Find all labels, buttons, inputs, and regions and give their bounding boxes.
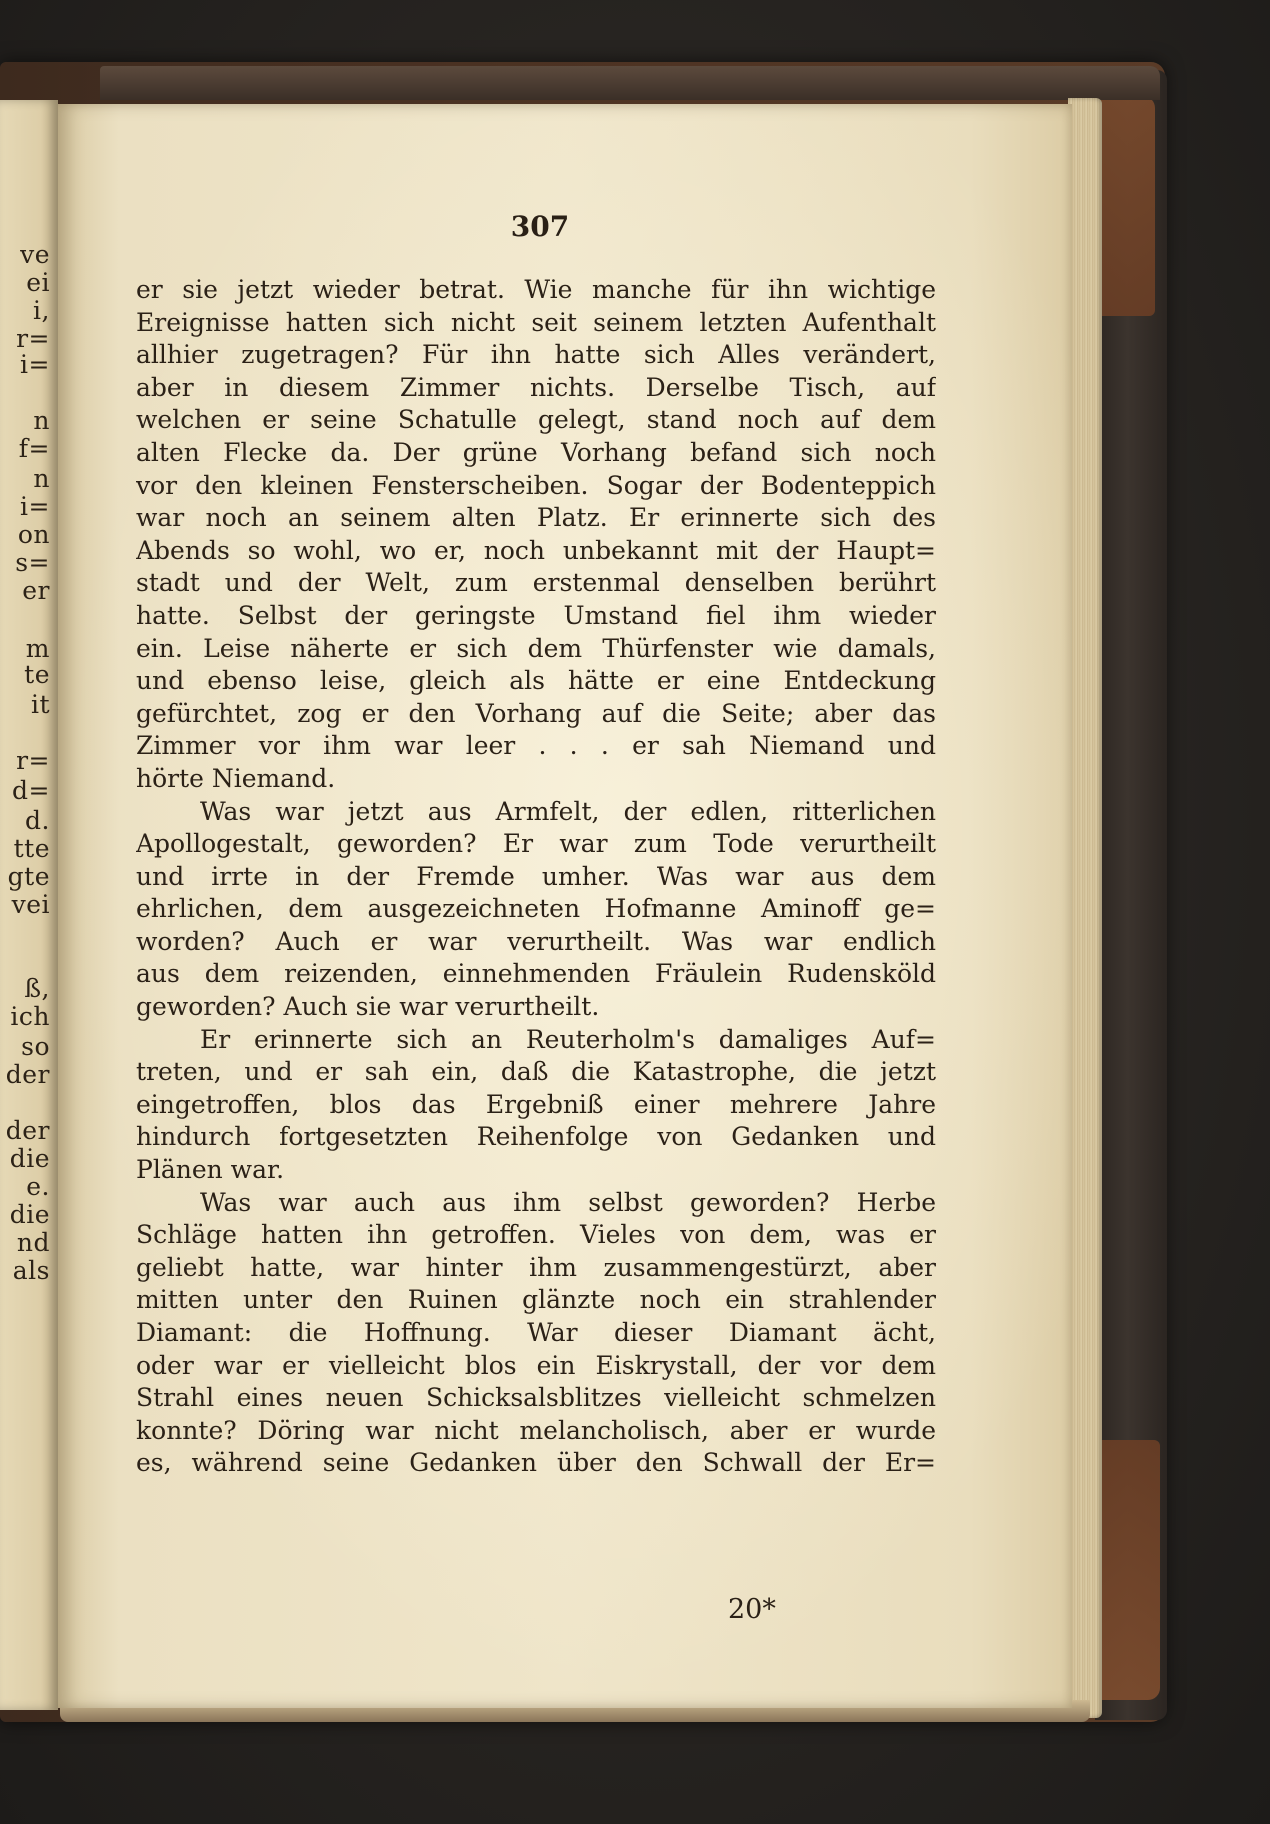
text-line: war noch an seinem alten Platz. Er erinnerte sich des [136,503,936,533]
text-line: alten Flecke da. Der grüne Vorhang befand sich noch [136,437,936,467]
left-page-fragment: i= [20,492,50,521]
left-page-fragment: ich [10,1002,50,1031]
left-page-fragment: m [25,634,50,663]
text-line: treten, und er sah ein, daß die Katastrophe, die jetzt [136,1057,936,1087]
text-line: Schläge hatten ihn getroffen. Vieles von dem, was er [136,1220,936,1250]
left-page-fragment: n [33,406,50,435]
left-page-fragment: er [22,576,50,605]
text-line: es, während seine Gedanken über den Schwall der Er= [136,1448,936,1478]
left-page-fragment: vei [11,890,50,919]
text-line: und irrte in der Fremde umher. Was war aus dem [136,861,936,891]
text-line: Diamant: die Hoffnung. War dieser Diamant ächt, [136,1318,936,1347]
left-page-fragment: n [33,464,50,493]
text-line: hatte. Selbst der geringste Umstand fiel ihm wieder [136,600,936,630]
text-line: Er erinnerte sich an Reuterholm's damaliges Auf= [200,1024,936,1054]
left-page-fragment: r= [16,324,50,353]
text-line: worden? Auch er war verurtheilt. Was war endlich [136,926,936,956]
text-line: vor den kleinen Fensterscheiben. Sogar der Bodenteppich [136,470,936,500]
left-page-fragment: die [9,1200,50,1229]
left-page-fragment: d= [12,776,50,805]
left-facing-page [0,100,58,1710]
text-line: Plänen war. [136,1155,285,1185]
text-line: Was war auch aus ihm selbst geworden? Herbe [200,1187,936,1217]
text-line: und ebenso leise, gleich als hätte er eine Entdeckung [136,666,936,696]
text-line: Was war jetzt aus Armfelt, der edlen, ritterlichen [200,796,936,826]
left-page-fragment: so [21,1032,50,1061]
text-line: mitten unter den Ruinen glänzte noch ein strahlender [136,1285,936,1315]
left-page-fragment: gte [7,862,50,891]
left-page-fragment: f= [18,434,50,463]
text-line: aus dem reizenden, einnehmenden Fräulein Rudensköld [136,959,936,989]
left-page-fragment: s= [15,548,50,577]
text-line: gefürchtet, zog er den Vorhang auf die Seite; aber das [136,698,936,728]
left-page-fragment: ve [20,240,50,269]
text-line: Ereignisse hatten sich nicht seit seinem letzten Aufenthalt [136,307,936,337]
text-line: welchen er seine Schatulle gelegt, stand noch auf dem [136,405,936,435]
signature-mark: 20* [728,1594,776,1625]
page-body-text [136,274,936,1480]
page-number: 307 [510,210,570,243]
left-page-fragment: ei [26,268,50,297]
text-line: eingetroffen, blos das Ergebniß einer mehrere Jahre [136,1089,936,1119]
text-line: allhier zugetragen? Für ihn hatte sich Alles verändert, [136,340,936,370]
text-line: hörte Niemand. [136,763,336,793]
left-page-fragment: e. [26,1172,50,1201]
text-line: aber in diesem Zimmer nichts. Derselbe Tisch, auf [136,372,936,402]
left-page-fragment: it [30,690,50,719]
page-stack-edges [1068,98,1102,1718]
text-line: konnte? Döring war nicht melancholisch, aber er wurde [136,1415,936,1445]
left-page-fragment: der [5,1060,50,1089]
text-line: stadt und der Welt, zum erstenmal denselben berührt [136,568,936,598]
text-line: ehrlichen, dem ausgezeichneten Hofmanne Aminoff ge= [136,894,936,924]
text-line: hindurch fortgesetzten Reihenfolge von Gedanken und [136,1122,936,1152]
text-line: Zimmer vor ihm war leer . . . er sah Niemand und [136,731,936,761]
book-page [58,104,1072,1708]
left-page-fragment: r= [16,746,50,775]
text-line: Abends so wohl, wo er, noch unbekannt mit der Haupt= [136,535,936,565]
left-page-fragment: ß, [24,974,50,1003]
text-line: geliebt hatte, war hinter ihm zusammengestürzt, aber [136,1252,936,1282]
left-page-fragment: te [24,660,50,689]
text-line: geworden? Auch sie war verurtheilt. [136,992,600,1022]
text-line: Strahl eines neuen Schicksalsblitzes vielleicht schmelzen [136,1383,936,1413]
text-line: oder war er vielleicht blos ein Eiskrystall, der vor dem [136,1350,936,1380]
left-page-fragment: als [12,1256,50,1285]
text-line: Apollogestalt, geworden? Er war zum Tode verurtheilt [136,829,936,859]
left-page-fragment: i= [20,350,50,379]
left-page-fragment: d. [25,806,50,835]
book-top-edge [100,66,1160,100]
left-page-fragment: i, [33,296,50,325]
text-line: er sie jetzt wieder betrat. Wie manche für ihn wichtige [136,275,936,304]
left-page-fragment: der [5,1116,50,1145]
left-page-fragment: on [17,520,50,549]
text-line: ein. Leise näherte er sich dem Thürfenster wie damals, [136,633,936,663]
left-page-fragment: tte [13,834,50,863]
left-page-fragment: nd [16,1228,50,1257]
left-page-fragment: die [9,1144,50,1173]
